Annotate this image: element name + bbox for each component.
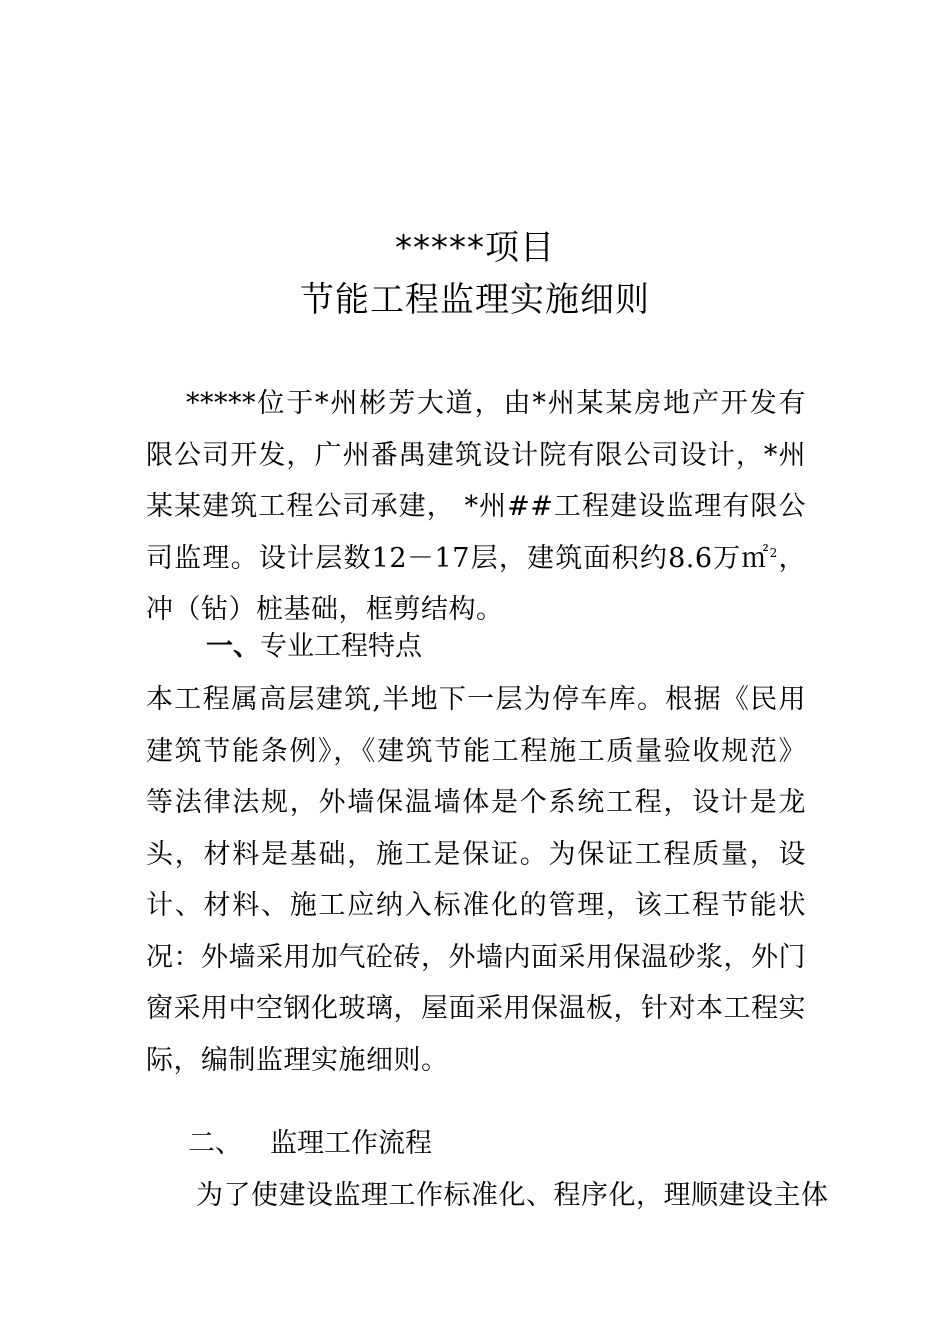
intro-paragraph [146,378,806,636]
section-1-title: 专业工程特点 [260,631,422,662]
section-2-number: 二、 [188,1128,242,1159]
section-2-heading [188,1124,432,1164]
area-unit-superscript: 2 [769,545,778,560]
intro-text-continued: ，冲（钻）桩基础，框剪结构。 [146,542,807,625]
section-1-number: 一、 [206,631,260,662]
section-2-body: 为了使建设监理工作标准化、程序化，理顺建设主体 [196,1180,829,1211]
intro-text: *****位于*州彬芳大道，由*州某某房地产开发有限公司开发，广州番禺建筑设计院有限公司设计，*州某某建筑工程公司承建， *州##工程建设监理有限公司监理。设计层数12－17层，建筑面积约8.6万㎡ [146,388,806,574]
document-title-main: 节能工程监理实施细则 [300,280,650,320]
section-1-heading [206,627,422,667]
section-2-title: 监理工作流程 [270,1128,432,1159]
document-title-project: *****项目 [395,228,555,268]
section-1-body: 本工程属高层建筑,半地下一层为停车库。根据《民用建筑节能条例》，《建筑节能工程施工质量验收规范》等法律法规，外墙保温墙体是个系统工程，设计是龙头，材料是基础，施工是保证。为保证工程质量，设计、材料、施工应纳入标准化的管理，该工程节能状况：外墙采用加气砼砖，外墙内面采用保温砂浆，外门窗采用中空钢化玻璃，屋面采用保温板，针对本工程实际，编制监理实施细则。 [146,684,806,1076]
